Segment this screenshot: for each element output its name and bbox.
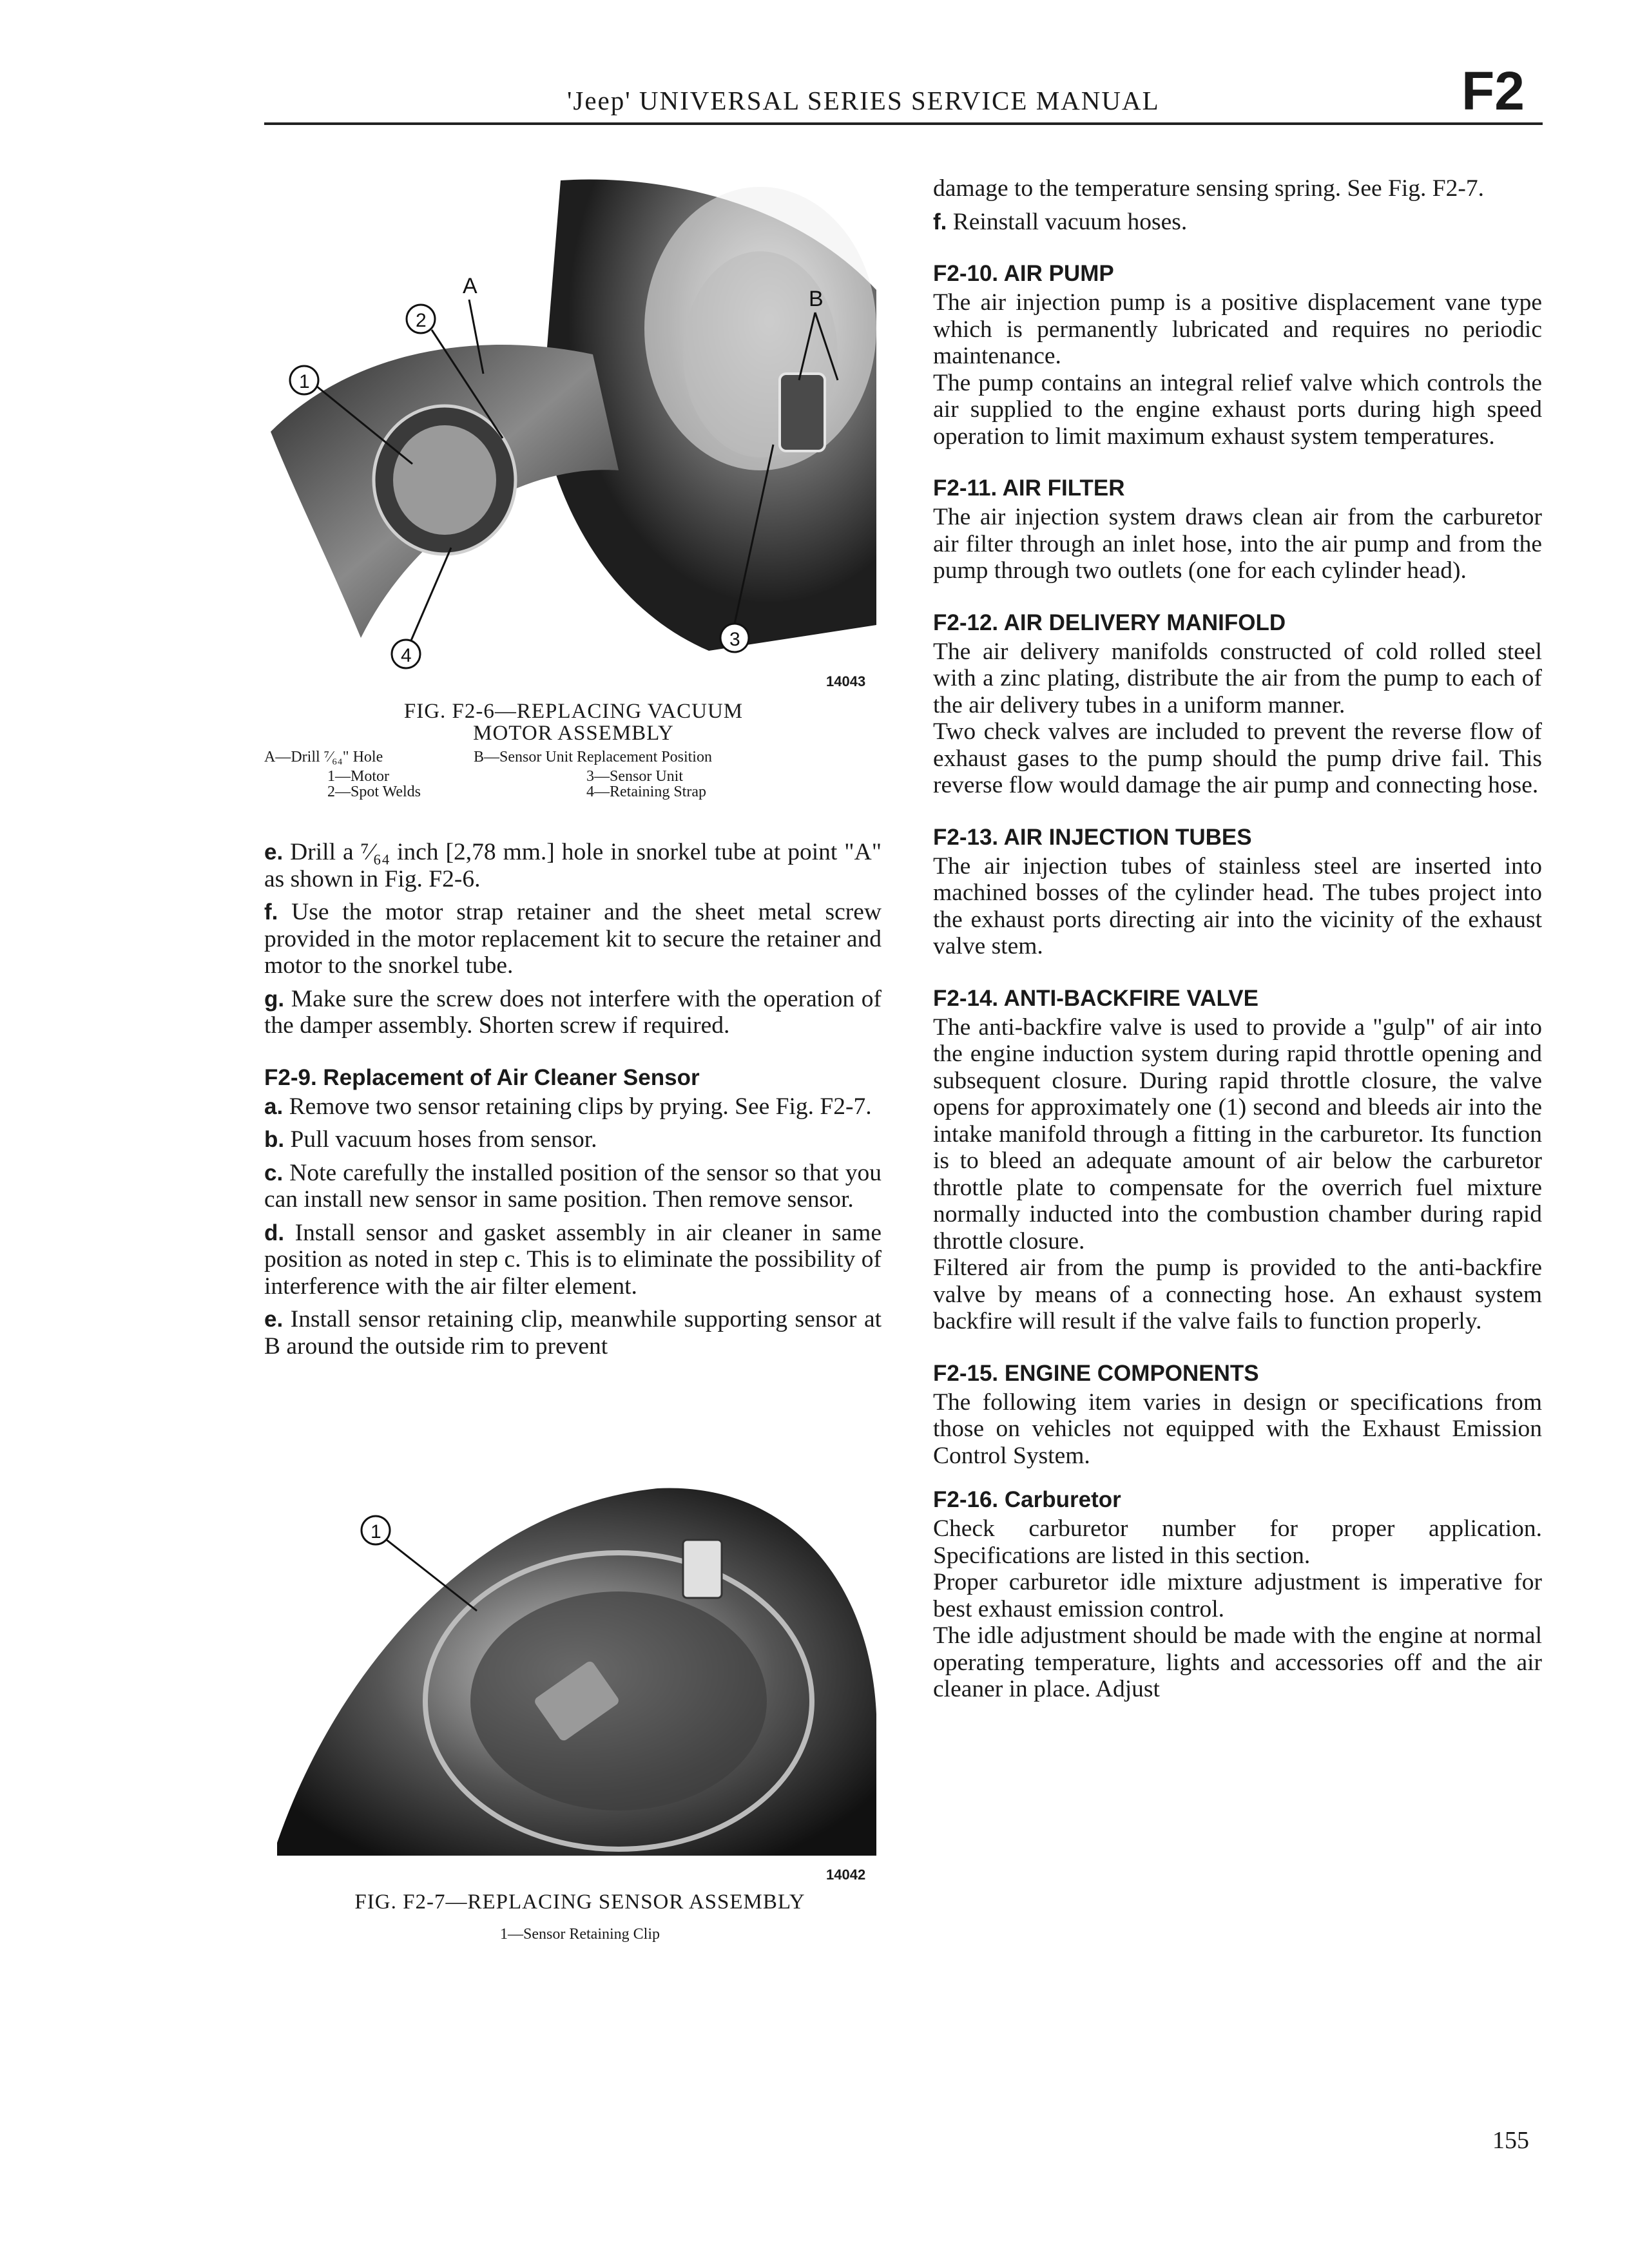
- page-number: 155: [1492, 2127, 1529, 2154]
- f29-b-text: Pull vacuum hoses from sensor.: [290, 1126, 597, 1153]
- step-f-text: Use the motor strap retainer and the sheet metal screw provided in the motor replacement kit to secure the retainer and motor to the snorkel tube.: [264, 899, 882, 979]
- step-f-letter: f.: [264, 899, 278, 925]
- figure-f2-7-photo: [258, 1482, 889, 1862]
- figure-f2-7-legend: 1—Sensor Retaining Clip: [500, 1926, 660, 1943]
- step-g-letter: g.: [264, 986, 285, 1012]
- heading-f2-14: F2-14. ANTI-BACKFIRE VALVE: [933, 985, 1258, 1011]
- svg-text:3: 3: [729, 629, 740, 650]
- f29-e-text: Install sensor retaining clip, meanwhile supporting sensor at B around the outside rim to prevent: [264, 1306, 882, 1360]
- f214-paragraph-2: Filtered air from the pump is provided to the anti-backfire valve by means of a connecting hose. An exhaust system backfire will result if the valve fails to function properly.: [933, 1254, 1542, 1334]
- legend-b: B—Sensor Unit Replacement Position: [474, 749, 712, 765]
- figure-f2-6-caption-line1: FIG. F2-6—REPLACING VACUUM: [403, 700, 744, 723]
- f29-d-letter: d.: [264, 1220, 285, 1245]
- f29-b-letter: b.: [264, 1127, 285, 1152]
- f211-paragraph-1: The air injection system draws clean air from the carburetor air filter through an inlet hose, into the air pump and from the pump through two outlets (one for each cylinder head).: [933, 504, 1542, 584]
- heading-f2-15: F2-15. ENGINE COMPONENTS: [933, 1360, 1259, 1386]
- right-step-f-letter: f.: [933, 209, 947, 235]
- f214-paragraph-1: The anti-backfire valve is used to provide a "gulp" of air into the engine induction system during rapid throttle opening and subsequent closure. During rapid throttle closure, the valve opens for approximately one (1) second and bleeds air into the intake manifold through a fitting in the carburetor. Its function is to bleed an adequate amount of air below the carburetor throttle plate to compensate for the overrich fuel mixture normally inducted into the combustion chamber during rapid throttle closure.: [933, 1014, 1542, 1254]
- f216-paragraph-1: Check carburetor number for proper application. Specifications are listed in this section.: [933, 1515, 1542, 1569]
- right-step-f-text: Reinstall vacuum hoses.: [952, 208, 1188, 235]
- f216-paragraph-3: The idle adjustment should be made with the engine at normal operating temperature, lights and accessories off and the air cleaner in place. Adjust: [933, 1622, 1542, 1702]
- svg-text:2: 2: [416, 310, 427, 331]
- legend-a: A—Drill ⁷⁄₆₄" Hole: [264, 749, 383, 765]
- legend-3: 3—Sensor Unit: [586, 768, 683, 785]
- figure-f2-6-caption: [258, 700, 889, 744]
- f29-a-text: Remove two sensor retaining clips by prying. See Fig. F2-7.: [289, 1093, 872, 1120]
- continued-text: damage to the temperature sensing spring. See Fig. F2-7.: [933, 175, 1485, 202]
- header-rule: [264, 122, 1543, 125]
- heading-f2-10: F2-10. AIR PUMP: [933, 261, 1114, 286]
- legend-2: 2—Spot Welds: [327, 783, 421, 800]
- heading-f2-13: F2-13. AIR INJECTION TUBES: [933, 824, 1252, 850]
- step-e-text: Drill a ⁷⁄₆₄ inch [2,78 mm.] hole in snorkel tube at point "A" as shown in Fig. F2-6.: [264, 839, 882, 892]
- left-column-text: [264, 839, 882, 1360]
- step-g-text: Make sure the screw does not interfere with the operation of the damper assembly. Shorten screw if required.: [264, 985, 882, 1039]
- svg-text:A: A: [463, 274, 477, 298]
- heading-f2-16: F2-16. Carburetor: [933, 1487, 1121, 1512]
- figure-f2-6-photo: [258, 161, 889, 696]
- figure-f2-7-number: 14042: [826, 1867, 866, 1883]
- f210-paragraph-2: The pump contains an integral relief valve which controls the air supplied to the engine exhaust ports during high speed operation to limit maximum exhaust system temperatures.: [933, 369, 1542, 450]
- legend-4: 4—Retaining Strap: [586, 783, 706, 800]
- svg-text:1: 1: [371, 1521, 381, 1542]
- heading-f2-12: F2-12. AIR DELIVERY MANIFOLD: [933, 610, 1286, 635]
- f29-c-text: Note carefully the installed position of the sensor so that you can install new sensor in same position. Then remove sensor.: [264, 1159, 882, 1213]
- section-tag: F2: [1461, 61, 1525, 121]
- f29-c-letter: c.: [264, 1160, 284, 1186]
- f213-paragraph-1: The air injection tubes of stainless steel are inserted into machined bosses of the cylinder head. The tubes project into the exhaust ports directing air into the vicinity of the exhaust valve stem.: [933, 852, 1542, 959]
- figure-f2-6-number: 14043: [826, 673, 866, 689]
- heading-f2-11: F2-11. AIR FILTER: [933, 476, 1125, 501]
- svg-text:4: 4: [401, 645, 412, 666]
- f29-d-text: Install sensor and gasket assembly in air cleaner in same position as noted in step c. This is to eliminate the possibility of interference with the air filter element.: [264, 1219, 882, 1300]
- f216-paragraph-2: Proper carburetor idle mixture adjustment is imperative for best exhaust emission control.: [933, 1569, 1542, 1622]
- f210-paragraph-1: The air injection pump is a positive displacement vane type which is permanently lubricated and requires no periodic maintenance.: [933, 289, 1542, 369]
- running-header: 'Jeep' UNIVERSAL SERIES SERVICE MANUAL: [567, 86, 1160, 115]
- f29-a-letter: a.: [264, 1093, 284, 1119]
- svg-text:1: 1: [299, 371, 310, 392]
- legend-1: 1—Motor: [327, 768, 389, 785]
- step-e-letter: e.: [264, 840, 284, 865]
- figure-f2-6-caption-line2: MOTOR ASSEMBLY: [473, 722, 674, 745]
- right-column-text: [933, 175, 1542, 1703]
- f29-e-letter: e.: [264, 1307, 284, 1332]
- svg-text:B: B: [809, 287, 824, 311]
- f212-paragraph-1: The air delivery manifolds constructed of cold rolled steel with a zinc plating, distribute the air from the pump to each of the air delivery tubes in a uniform manner.: [933, 638, 1542, 718]
- f215-paragraph-1: The following item varies in design or specifications from those on vehicles not equipped with the Exhaust Emission Control System.: [933, 1389, 1542, 1469]
- heading-f2-9: F2-9. Replacement of Air Cleaner Sensor: [264, 1064, 700, 1090]
- figure-f2-7-caption: FIG. F2-7—REPLACING SENSOR ASSEMBLY: [354, 1890, 805, 1914]
- f212-paragraph-2: Two check valves are included to prevent the reverse flow of exhaust gases to the pump should the pump drive fail. This reverse flow would damage the air pump and connecting hose.: [933, 718, 1542, 798]
